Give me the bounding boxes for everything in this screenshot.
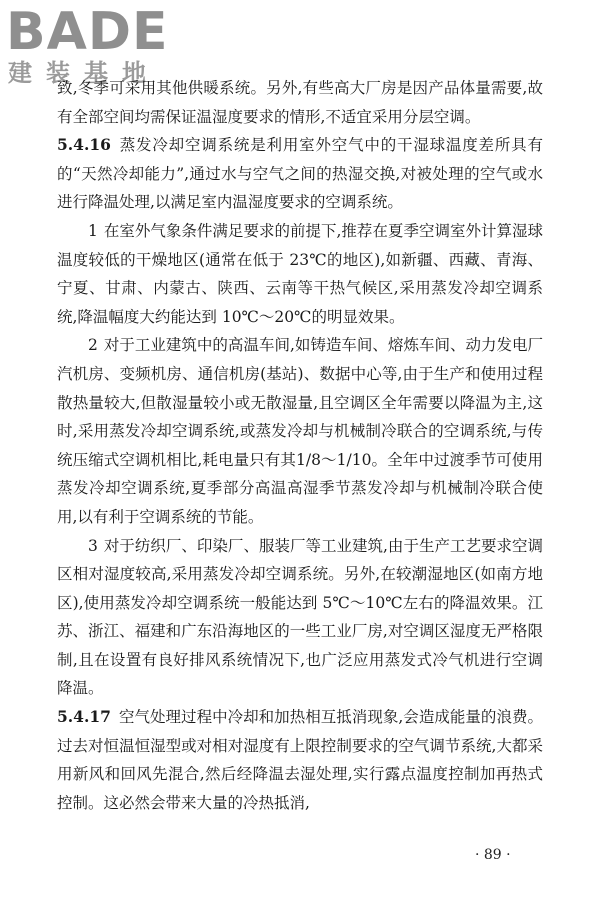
item-text: 在室外气象条件满足要求的前提下,推荐在夏季空调室外计算湿球温度较低的干燥地区(通常在低于 23℃的地区),如新疆、西藏、青海、宁夏、甘肃、内蒙古、陕西、云南等干热气候区,采用蒸发冷却空调系统,降温幅度大约能达到 10℃～20℃的明显效果。 bbox=[57, 221, 543, 326]
item-text: 对于纺织厂、印染厂、服装厂等工业建筑,由于生产工艺要求空调区相对湿度较高,采用蒸发冷却空调系统。另外,在较潮湿地区(如南方地区),使用蒸发冷却空调系统一般能达到 5℃～10℃左右的降温效果。江苏、浙江、福建和广东沿海地区的一些工业厂房,对空调区湿度无严格限制,且在设置有良好排风系统情况下,也广泛应用蒸发式冷气机进行空调降温。 bbox=[57, 536, 543, 698]
page-number: · 89 · bbox=[475, 847, 511, 863]
clause-text: 蒸发冷却空调系统是利用室外空气中的干湿球温度差所具有的“天然冷却能力”,通过水与空气之间的热湿交换,对被处理的空气或水进行降温处理,以满足室内温湿度要求的空调系统。 bbox=[57, 136, 543, 212]
item-text: 对于工业建筑中的高温车间,如铸造车间、熔炼车间、动力发电厂汽机房、变频机房、通信机房(基站)、数据中心等,由于生产和使用过程散热量较大,但散湿量较小或无散湿量,且空调区全年需要以降温为主,这时,采用蒸发冷却空调系统,或蒸发冷却与机械制冷联合的空调系统,与传统压缩式空调机相比,耗电量只有其1/8～1/10。全年中过渡季节可使用蒸发冷却空调系统,夏季部分高温高湿季节蒸发冷却与机械制冷联合使用,以有利于空调系统的节能。 bbox=[57, 336, 543, 526]
item-3 bbox=[57, 532, 543, 704]
clause-number: 5.4.17 bbox=[57, 707, 111, 727]
clause-number: 5.4.16 bbox=[57, 135, 111, 155]
clause-5-4-17 bbox=[57, 703, 543, 817]
item-1 bbox=[57, 217, 543, 331]
clause-5-4-16 bbox=[57, 131, 543, 217]
continuation-paragraph bbox=[57, 74, 543, 131]
logo-subtitle: 建装基地 bbox=[8, 59, 160, 87]
paragraph-text: 致,冬季可采用其他供暖系统。另外,有些高大厂房是因产品体量需要,故有全部空间均需保证温湿度要求的情形,不适宜采用分层空调。 bbox=[57, 79, 543, 126]
logo-wordmark: BADE bbox=[6, 2, 169, 62]
item-number: 1 bbox=[88, 221, 98, 240]
item-2 bbox=[57, 331, 543, 531]
page-body bbox=[57, 74, 543, 817]
item-number: 2 bbox=[88, 336, 98, 355]
item-number: 3 bbox=[88, 536, 98, 555]
clause-text: 空气处理过程中冷却和加热相互抵消现象,会造成能量的浪费。过去对恒温恒湿型或对相对湿度有上限控制要求的空气调节系统,大都采用新风和回风先混合,然后经降温去湿处理,实行露点温度控制加再热式控制。这必然会带来大量的冷热抵消, bbox=[57, 708, 543, 812]
